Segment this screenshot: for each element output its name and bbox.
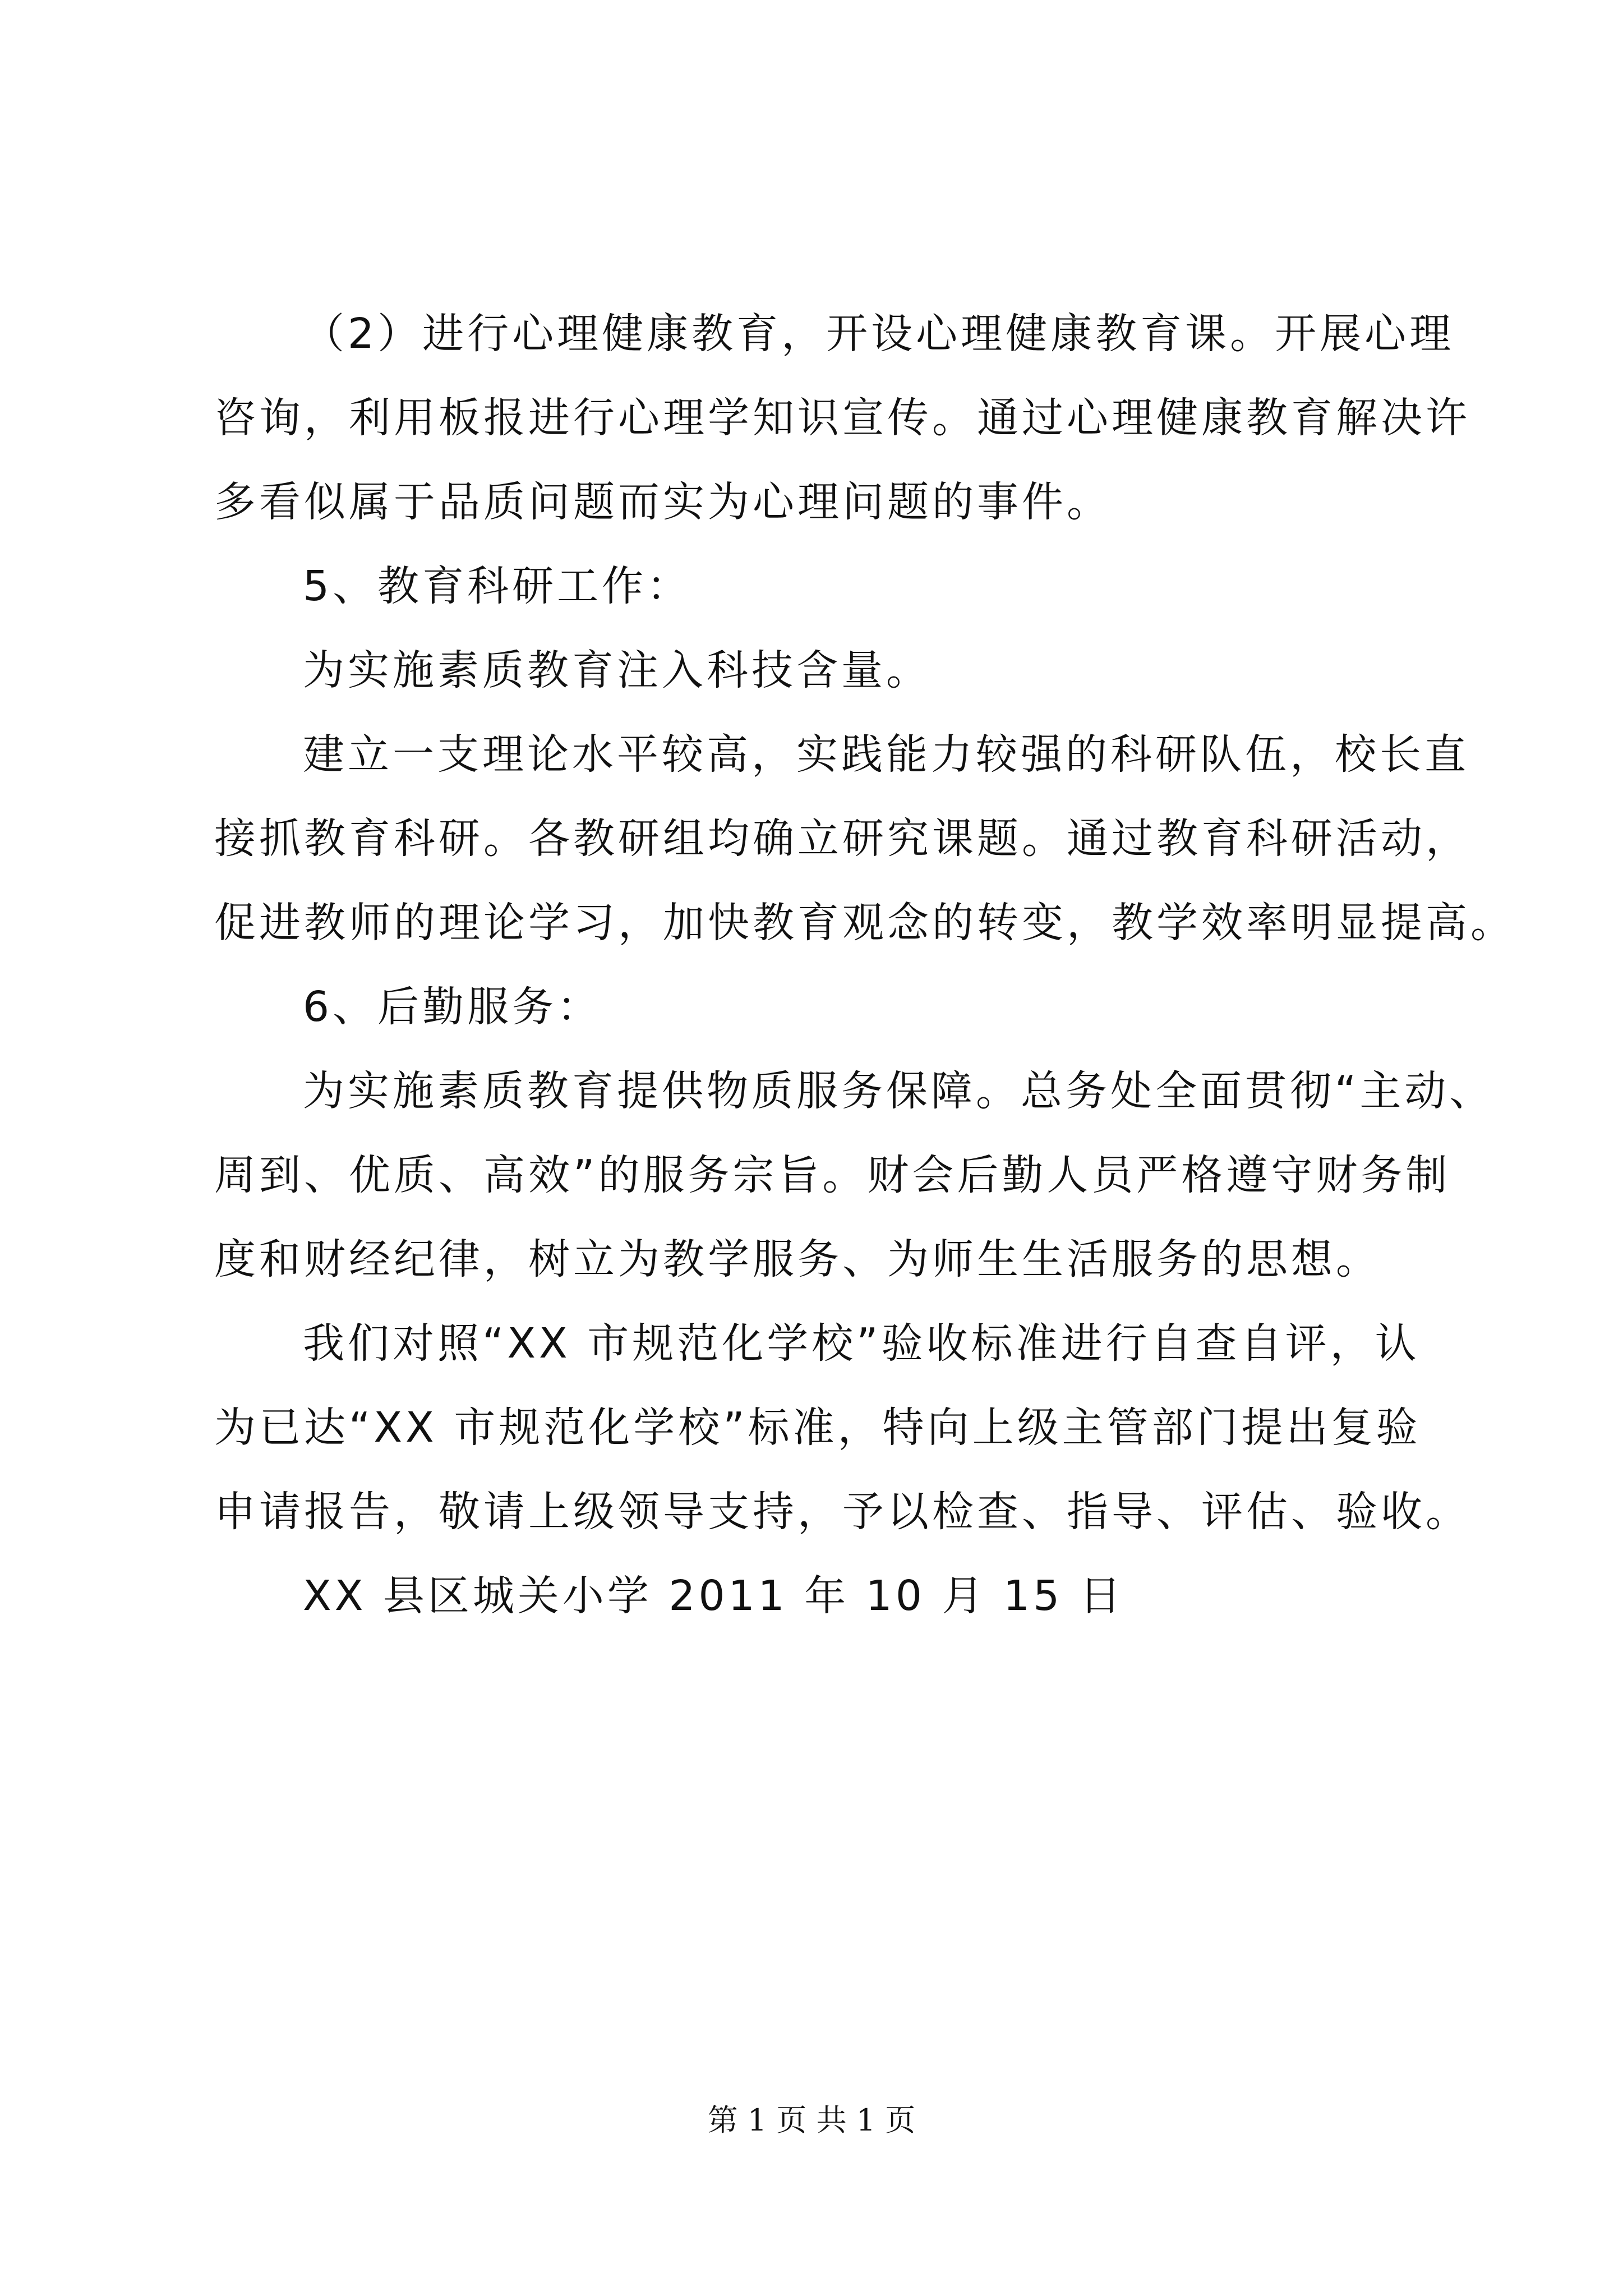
signature-date-line: XX 县区城关小学 2011 年 10 月 15 日 xyxy=(303,1572,1124,1620)
paragraph-line: 咨询，利用板报进行心理学知识宣传。通过心理健康教育解决许 xyxy=(214,394,1470,442)
paragraph-line: 多看似属于品质问题而实为心理问题的事件。 xyxy=(214,478,1112,526)
paragraph-line: 建立一支理论水平较高，实践能力较强的科研队伍，校长直 xyxy=(303,730,1469,779)
page-footer xyxy=(0,2098,1623,2143)
section-heading: 5、教育科研工作： xyxy=(303,562,692,610)
paragraph-line: 周到、优质、高效”的服务宗旨。财会后勤人员严格遵守财务制 xyxy=(214,1151,1451,1199)
paragraph-line: 我们对照“XX 市规范化学校”验收标准进行自查自评，认 xyxy=(303,1319,1420,1368)
paragraph-line: 申请报告，敬请上级领导支持，予以检查、指导、评估、验收。 xyxy=(214,1488,1470,1536)
section-heading: 6、后勤服务： xyxy=(303,983,602,1031)
paragraph-line: 为实施素质教育注入科技含量。 xyxy=(303,646,931,694)
paragraph-line: 度和财经纪律，树立为教学服务、为师生生活服务的思想。 xyxy=(214,1235,1381,1283)
page-number: 第 1 页 共 1 页 xyxy=(707,2102,916,2138)
paragraph-line: 为实施素质教育提供物质服务保障。总务处全面贯彻“主动、 xyxy=(303,1067,1495,1115)
paragraph-line: 促进教师的理论学习，加快教育观念的转变，教学效率明显提高。 xyxy=(214,899,1515,947)
paragraph-line: （2）进行心理健康教育，开设心理健康教育课。开展心理 xyxy=(303,310,1455,358)
document-body xyxy=(214,292,1515,1638)
paragraph-line: 为已达“XX 市规范化学校”标准，特向上级主管部门提出复验 xyxy=(214,1404,1421,1452)
paragraph-line: 接抓教育科研。各教研组均确立研究课题。通过教育科研活动， xyxy=(214,815,1470,863)
